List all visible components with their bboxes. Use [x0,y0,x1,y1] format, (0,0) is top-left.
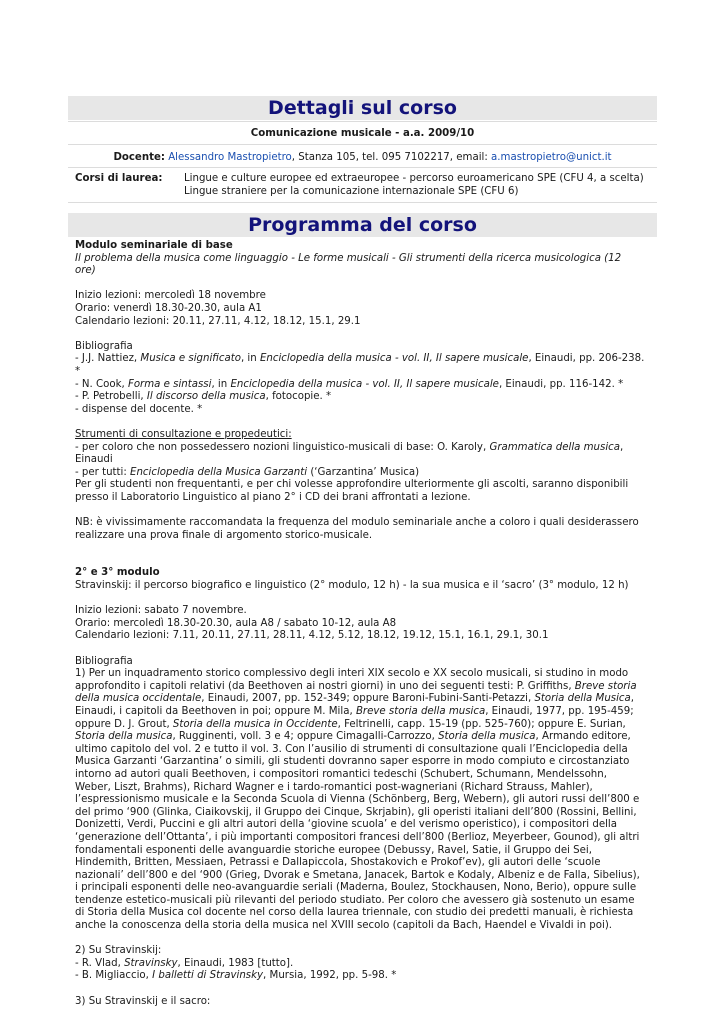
orario-2: Orario: mercoledì 18.30-20.30, aula A8 / sabato 10-12, aula A8 [75,617,397,629]
bibliografia-label: Bibliografia [75,340,133,352]
modulo2-subtitle: Stravinskij: il percorso biografico e linguistico (2° modulo, 12 h) - la sua musica e il ‘sacro’ (3° modulo, 12 h) [75,580,629,592]
divider [68,202,657,203]
calendario-2: Calendario lezioni: 7.11, 20.11, 27.11, 28.11, 4.12, 5.12, 18.12, 19.12, 15.1, 16.1, 29.1, 30.1 [75,630,549,642]
inizio-lezioni: Inizio lezioni: mercoledì 18 novembre [75,290,266,302]
corso-item: Lingue e culture europee ed extraeuropee - percorso euroamericano SPE (CFU 4, a scelta) [184,173,644,184]
non-frequentanti-note: Per gli studenti non frequentanti, e per chi volesse approfondire ulteriormente gli ascolti, saranno disponibili presso il Laboratorio Linguistico al piano 2° i CD dei brani affrontati a lezione. [75,479,629,503]
strumenti-item: - per coloro che non possedessero nozioni linguistico-musicali di base: O. Karoly, Grammatica della musica, Einaudi [75,441,624,466]
course-name: Comunicazione musicale - a.a. 2009/10 [250,128,475,139]
programma-banner [68,213,657,237]
title-banner [68,96,657,120]
docente-line [68,151,657,164]
docente-name-link[interactable]: Alessandro Mastropietro [168,152,292,163]
biblio-item: - P. Petrobelli, Il discorso della musica, fotocopie. * [75,391,332,403]
biblio-item: - B. Migliaccio, I balletti di Stravinsky, Mursia, 1992, pp. 5-98. * [75,970,397,982]
stravinskij-label: 2) Su Stravinskij: [75,945,162,957]
corso-item: Lingue straniere per la comunicazione internazionale SPE (CFU 6) [184,185,519,197]
strumenti-label: Strumenti di consultazione e propedeutici: [75,428,292,440]
biblio-item: - R. Vlad, Stravinsky, Einaudi, 1983 [tutto]. [75,957,294,969]
corsi-label: Corsi di laurea [75,173,159,184]
sacro-label: 3) Su Stravinskij e il sacro: [75,995,211,1007]
section-title: Programma del corso [248,214,477,236]
divider [68,121,657,122]
bibliografia-label-2: Bibliografia [75,655,133,667]
biblio-item: - dispense del docente. * [75,403,203,415]
docente-label: Docente: [113,152,165,163]
modulo2-title: 2° e 3° modulo [75,567,160,579]
calendario: Calendario lezioni: 20.11, 27.11, 4.12, 18.12, 15.1, 29.1 [75,315,361,327]
divider [68,167,657,168]
programma-body [75,240,645,1008]
inizio-lezioni-2: Inizio lezioni: sabato 7 novembre. [75,605,247,617]
modulo-subtitle: Il problema della musica come linguaggio - Le forme musicali - Gli strumenti della ricerca musicologica (12 ore) [75,252,622,277]
corsi-di-laurea: Corsi di laurea: Lingue e culture europee ed extraeuropee - percorso euroamericano SPE (CFU 4, a scelta) Lingue straniere per la comunicazione internazionale SPE (CFU 6) [75,173,644,197]
divider [68,144,657,145]
biblio-item: - N. Cook, Forma e sintassi, in Enciclopedia della musica - vol. II, Il sapere musicale, Einaudi, pp. 116-142. * [75,378,624,390]
docente-info: , Stanza 105, tel. 095 7102217, email: [291,152,492,163]
docente-email-link[interactable]: a.mastropietro@unict.it [491,152,612,163]
biblio-item: - J.J. Nattiez, Musica e significato, in Enciclopedia della musica - vol. II, Il sapere musicale, Einaudi, pp. 206-238. * [75,353,645,377]
strumenti-item: - per tutti: Enciclopedia della Musica Garzanti (‘Garzantina’ Musica) [75,466,420,478]
biblio-paragraph-1: 1) Per un inquadramento storico complessivo degli interi XIX secolo e XX secolo musicali, si studino in modo approfondito i capitoli relativi (da Beethoven ai nostri giorni) in uno dei seguenti testi: P. Griffiths, Breve storia della musica occidentale, Einaudi, 2007, pp. 152-349; oppure Baroni-Fubini-Santi-Petazzi, Storia della Musica, Einaudi, i capitoli da Beethoven in poi; oppure M. Mila, Breve storia della musica, Einaudi, 1977, pp. 195-459; oppure D. J. Grout, Storia della musica in Occidente, Feltrinelli, capp. 15-19 (pp. 525-760); oppure E. Surian, Storia della musica, Rugginenti, voll. 3 e 4; oppure Cimagalli-Carrozzo, Storia della musica, Armando editore, ultimo capitolo del vol. 2 e tutto il vol. 3. Con l’ausilio di strumenti di consultazione quali l’Enciclopedia della Musica Garzanti ‘Garzantina’ o simili, gli studenti dovranno saper esporre in modo compiuto e circostanziato intorno ad autori quali Beethoven, i compositori romantici tedeschi (Schubert, Schumann, Mendelssohn, Weber, Liszt, Brahms), Richard Wagner e i tardo-romantici post-wagneriani (Richard Strauss, Mahler), l’espressionismo musicale e la Seconda Scuola di Vienna (Schönberg, Berg, Webern), gli autori russi dell’800 e del primo ‘900 (Glinka, Ciaikovskij, il Gruppo dei Cinque, Skrjabin), gli operisti italiani dell’800 (Rossini, Bellini, Donizetti, Verdi, Puccini e gli altri autori della ‘giovine scuola’ e del verismo operistico), i compositori della ‘generazione dell’Ottanta’, i più importanti compositori francesi dell’800 (Berlioz, Meyerbeer, Gounod), gli altri fondamentali esponenti delle avanguardie storiche europee (Debussy, Ravel, Satie, il Gruppo dei Sei, Hindemith, Britten, Messiaen, Petrassi e Dallapiccola, Shostakovich e Prokof’ev), gli autori delle ‘scuole nazionali’ dell’800 e del ‘900 (Grieg, Dvorak e Smetana, Janacek, Bartok e Kodaly, Albeniz e de Falla, Sibelius), i principali esponenti delle neo-avanguardie seriali (Maderna, Boulez, Stockhausen, Nono, Berio), oppure sulle tendenze estetico-musicali più rilevanti del periodo studiato. Per coloro che avessero già sostenuto un esame di Storia della Musica col docente nel corso della laurea triennale, con studio dei predetti manuali, è richiesta anche la conoscenza della storia della musica nel XVIII secolo (capitoli da Bach, Haendel e Vivaldi in poi). [75,668,640,932]
page-title: Dettagli sul corso [268,97,457,119]
modulo-title: Modulo seminariale di base [75,240,233,251]
nb-note: NB: è vivissimamente raccomandata la frequenza del modulo seminariale anche a coloro i quali desiderassero realizzare una prova finale di argomento storico-musicale. [75,517,639,541]
orario: Orario: venerdì 18.30-20.30, aula A1 [75,302,262,314]
